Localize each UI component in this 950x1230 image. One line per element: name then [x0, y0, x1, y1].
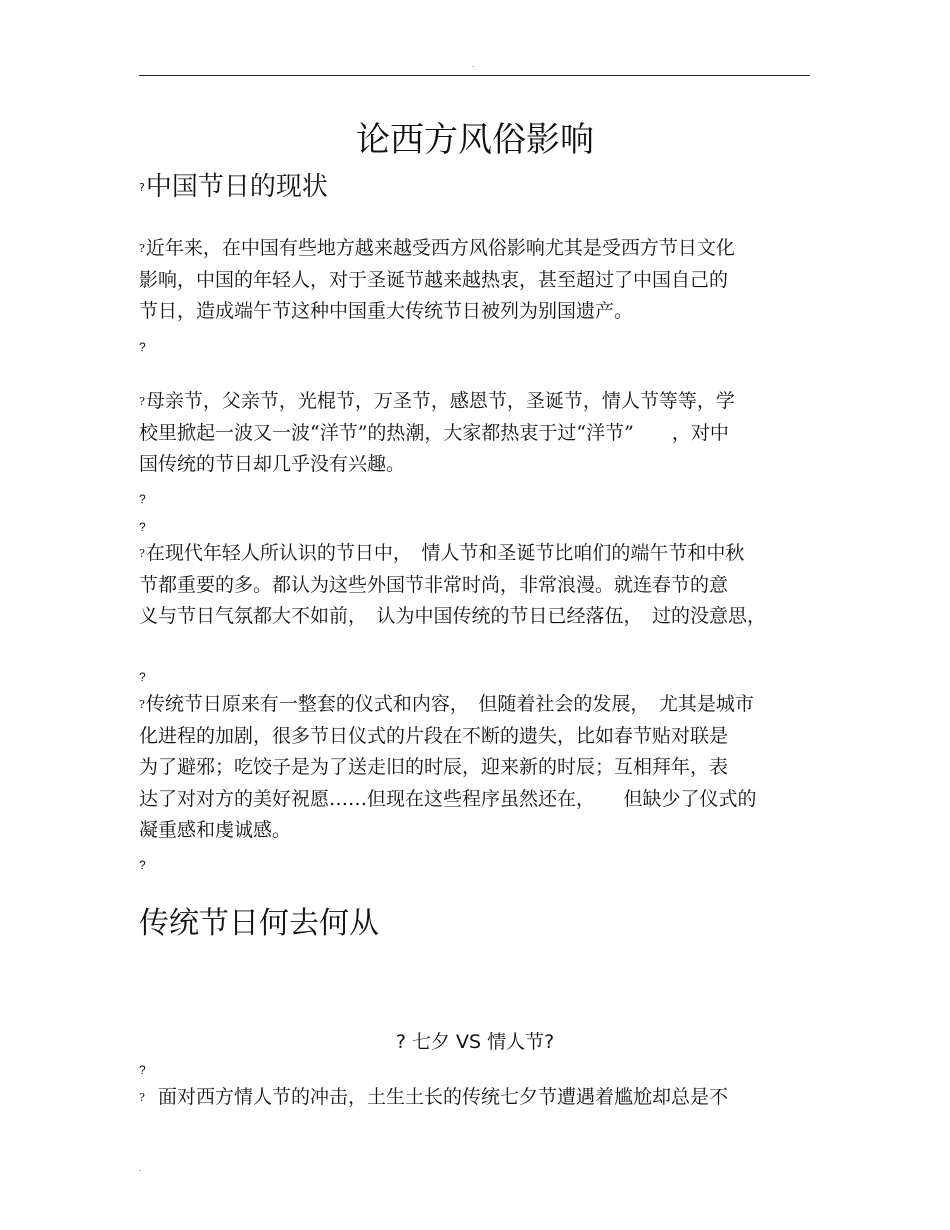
paragraph-2	[139, 386, 811, 481]
header-rule	[139, 75, 810, 76]
section-heading-current-status	[139, 169, 328, 206]
blank-marker: ?	[139, 492, 146, 506]
paragraph-line: 达了对对方的美好祝愿……但现在这些程序虽然还在， 但缺少了仪式的	[139, 787, 757, 810]
paragraph-line: 节都重要的多。都认为这些外国节非常时尚，非常浪漫。就连春节的意	[139, 573, 729, 596]
blank-marker: ?	[139, 520, 146, 534]
paragraph-line: 义与节日气氛都大不如前， 认为中国传统的节日已经落伍， 过的没意思，	[139, 605, 767, 628]
paragraph-line: 国传统的节日却几乎没有兴趣。	[139, 453, 406, 476]
bullet-marker: ?	[139, 180, 145, 194]
paragraph-line: 为了避邪；吃饺子是为了送走旧的时辰，迎来新的时辰；互相拜年，表	[139, 756, 729, 779]
paragraph-line: 凝重感和虔诚感。	[139, 819, 292, 842]
paragraph-line: 节日，造成端午节这种中国重大传统节日被列为别国遗产。	[139, 300, 634, 323]
blank-marker: ?	[139, 1063, 146, 1077]
paragraph-line: ?在现代年轻人所认识的节日中， 情人节和圣诞节比咱们的端午节和中秋	[139, 542, 745, 564]
paragraph-line: ?传统节日原来有一整套的仪式和内容， 但随着社会的发展， 尤其是城市	[139, 693, 754, 715]
section-heading-future: 传统节日何去何从	[139, 906, 379, 941]
subheading-qixi-vs-valentine: ? 七夕 VS 情人节?	[395, 1031, 555, 1053]
paragraph-line: ?近年来，在中国有些地方越来越受西方风俗影响尤其是受西方节日文化	[139, 237, 735, 259]
paragraph-line: ? 面对西方情人节的冲击，土生土长的传统七夕节遭遇着尴尬却总是不	[139, 1086, 728, 1108]
bullet-marker: ?	[139, 242, 145, 256]
document-title: 论西方风俗影响	[356, 120, 594, 160]
section-heading-text: 中国节日的现状	[145, 172, 328, 202]
footer-mark: .	[139, 1164, 142, 1173]
bullet-marker: ?	[139, 547, 145, 561]
bullet-marker: ?	[139, 395, 145, 409]
paragraph-line: ?母亲节，父亲节，光棍节，万圣节，感恩节，圣诞节，情人节等等，学	[139, 390, 735, 412]
paragraph-3	[139, 538, 811, 633]
paragraph-line: 影响，中国的年轻人，对于圣诞节越来越热衷，甚至超过了中国自己的	[139, 268, 729, 291]
bullet-marker: ?	[139, 698, 145, 712]
blank-marker: ?	[139, 670, 146, 684]
paragraph-1	[139, 233, 811, 328]
paragraph-4	[139, 689, 811, 847]
blank-marker: ?	[139, 858, 146, 872]
paragraph-line: 化进程的加剧，很多节日仪式的片段在不断的遗失，比如春节贴对联是	[139, 724, 729, 747]
paragraph-line: 校里掀起一波又一波“洋节”的热潮，大家都热衷于过“洋节” ，对中	[139, 421, 729, 444]
blank-marker: ?	[139, 340, 146, 354]
bullet-marker: ?	[139, 1091, 145, 1105]
paragraph-5	[139, 1082, 811, 1114]
header-mark: .	[472, 60, 475, 69]
